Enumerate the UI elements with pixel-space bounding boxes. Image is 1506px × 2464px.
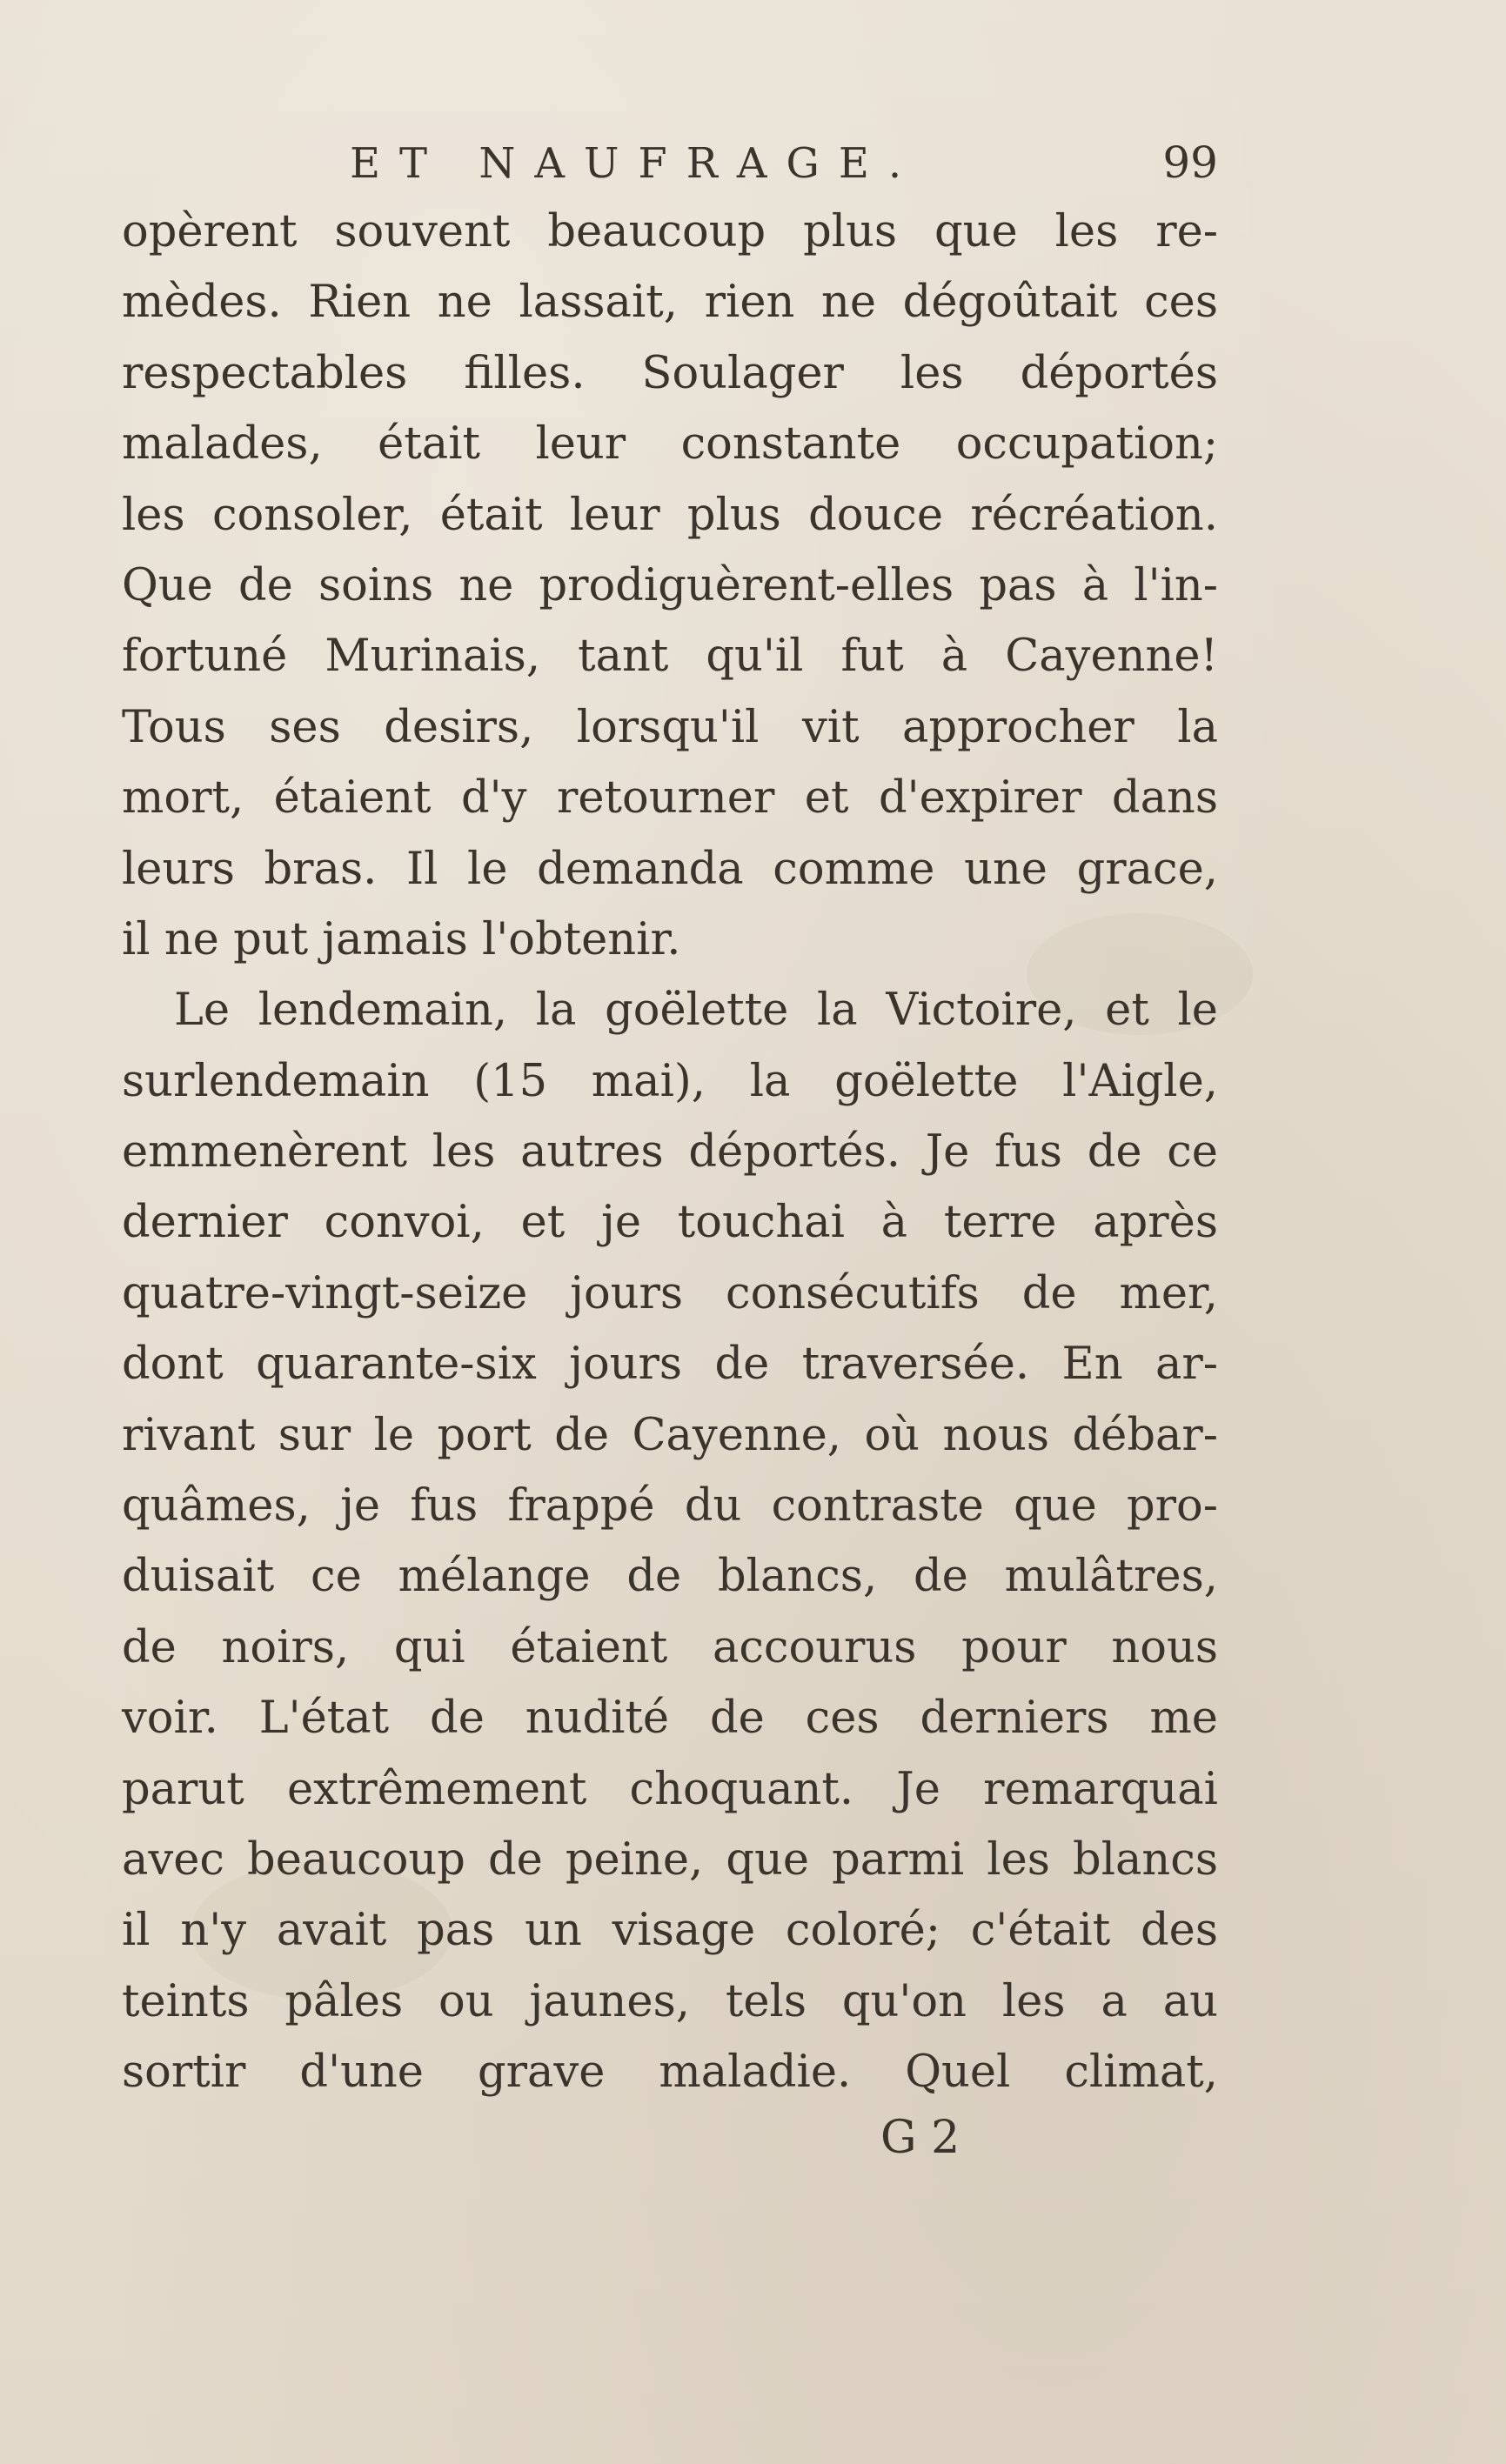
text-line: Que de soins ne prodiguèrent-elles pas à l'in- [122, 559, 1218, 611]
text-line: quatre-vingt-seize jours consécutifs de mer, [122, 1267, 1218, 1319]
text-line: fortuné Murinais, tant qu'il fut à Cayenne! [122, 631, 1218, 683]
text-line: emmenèrent les autres déportés. Je fus de ce [122, 1126, 1218, 1179]
text-line: Le lendemain, la goëlette la Victoire, et le [174, 985, 1218, 1037]
body-text [122, 197, 1218, 2108]
text-line: de noirs, qui étaient accourus pour nous [122, 1621, 1218, 1673]
text-line: mèdes. Rien ne lassait, rien ne dégoûtait ces [122, 277, 1218, 329]
page-number: 99 [1162, 137, 1218, 188]
text-line: avec beaucoup de peine, que parmi les blancs [122, 1833, 1218, 1886]
text-line: opèrent souvent beaucoup plus que les re- [122, 206, 1218, 257]
running-head: ET NAUFRAGE. [350, 139, 921, 188]
text-line: quâmes, je fus frappé du contraste que pro- [122, 1480, 1218, 1532]
text-line: malades, était leur constante occupation; [122, 418, 1218, 471]
text-line: respectables filles. Soulager les déportés [122, 347, 1218, 399]
text-line: les consoler, était leur plus douce récréation. [122, 489, 1218, 541]
text-line: duisait ce mélange de blancs, de mulâtres, [122, 1551, 1218, 1603]
text-line: dont quarante-six jours de traversée. En ar- [122, 1339, 1218, 1391]
text-line: il ne put jamais l'obtenir. [122, 913, 681, 965]
page-footer [122, 2105, 1218, 2183]
signature-mark: G 2 [880, 2112, 960, 2164]
text-line: sortir d'une grave maladie. Quel climat, [122, 2047, 1218, 2099]
text-line: Tous ses desirs, lorsqu'il vit approcher la [122, 701, 1218, 753]
text-line: surlendemain (15 mai), la goëlette l'Aigle, [122, 1055, 1218, 1107]
text-line: mort, étaient d'y retourner et d'expirer dans [122, 772, 1218, 825]
text-line: parut extrêmement choquant. Je remarquai [122, 1763, 1218, 1815]
text-line: dernier convoi, et je touchai à terre après [122, 1197, 1218, 1249]
text-line: leurs bras. Il le demanda comme une grace, [122, 843, 1218, 895]
text-line: rivant sur le port de Cayenne, où nous débar- [122, 1409, 1218, 1461]
text-line: il n'y avait pas un visage coloré; c'était des [122, 1905, 1218, 1957]
text-line: teints pâles ou jaunes, tels qu'on les a au [122, 1975, 1218, 2027]
text-line: voir. L'état de nudité de ces derniers me [122, 1693, 1218, 1745]
page-header [122, 130, 1218, 200]
